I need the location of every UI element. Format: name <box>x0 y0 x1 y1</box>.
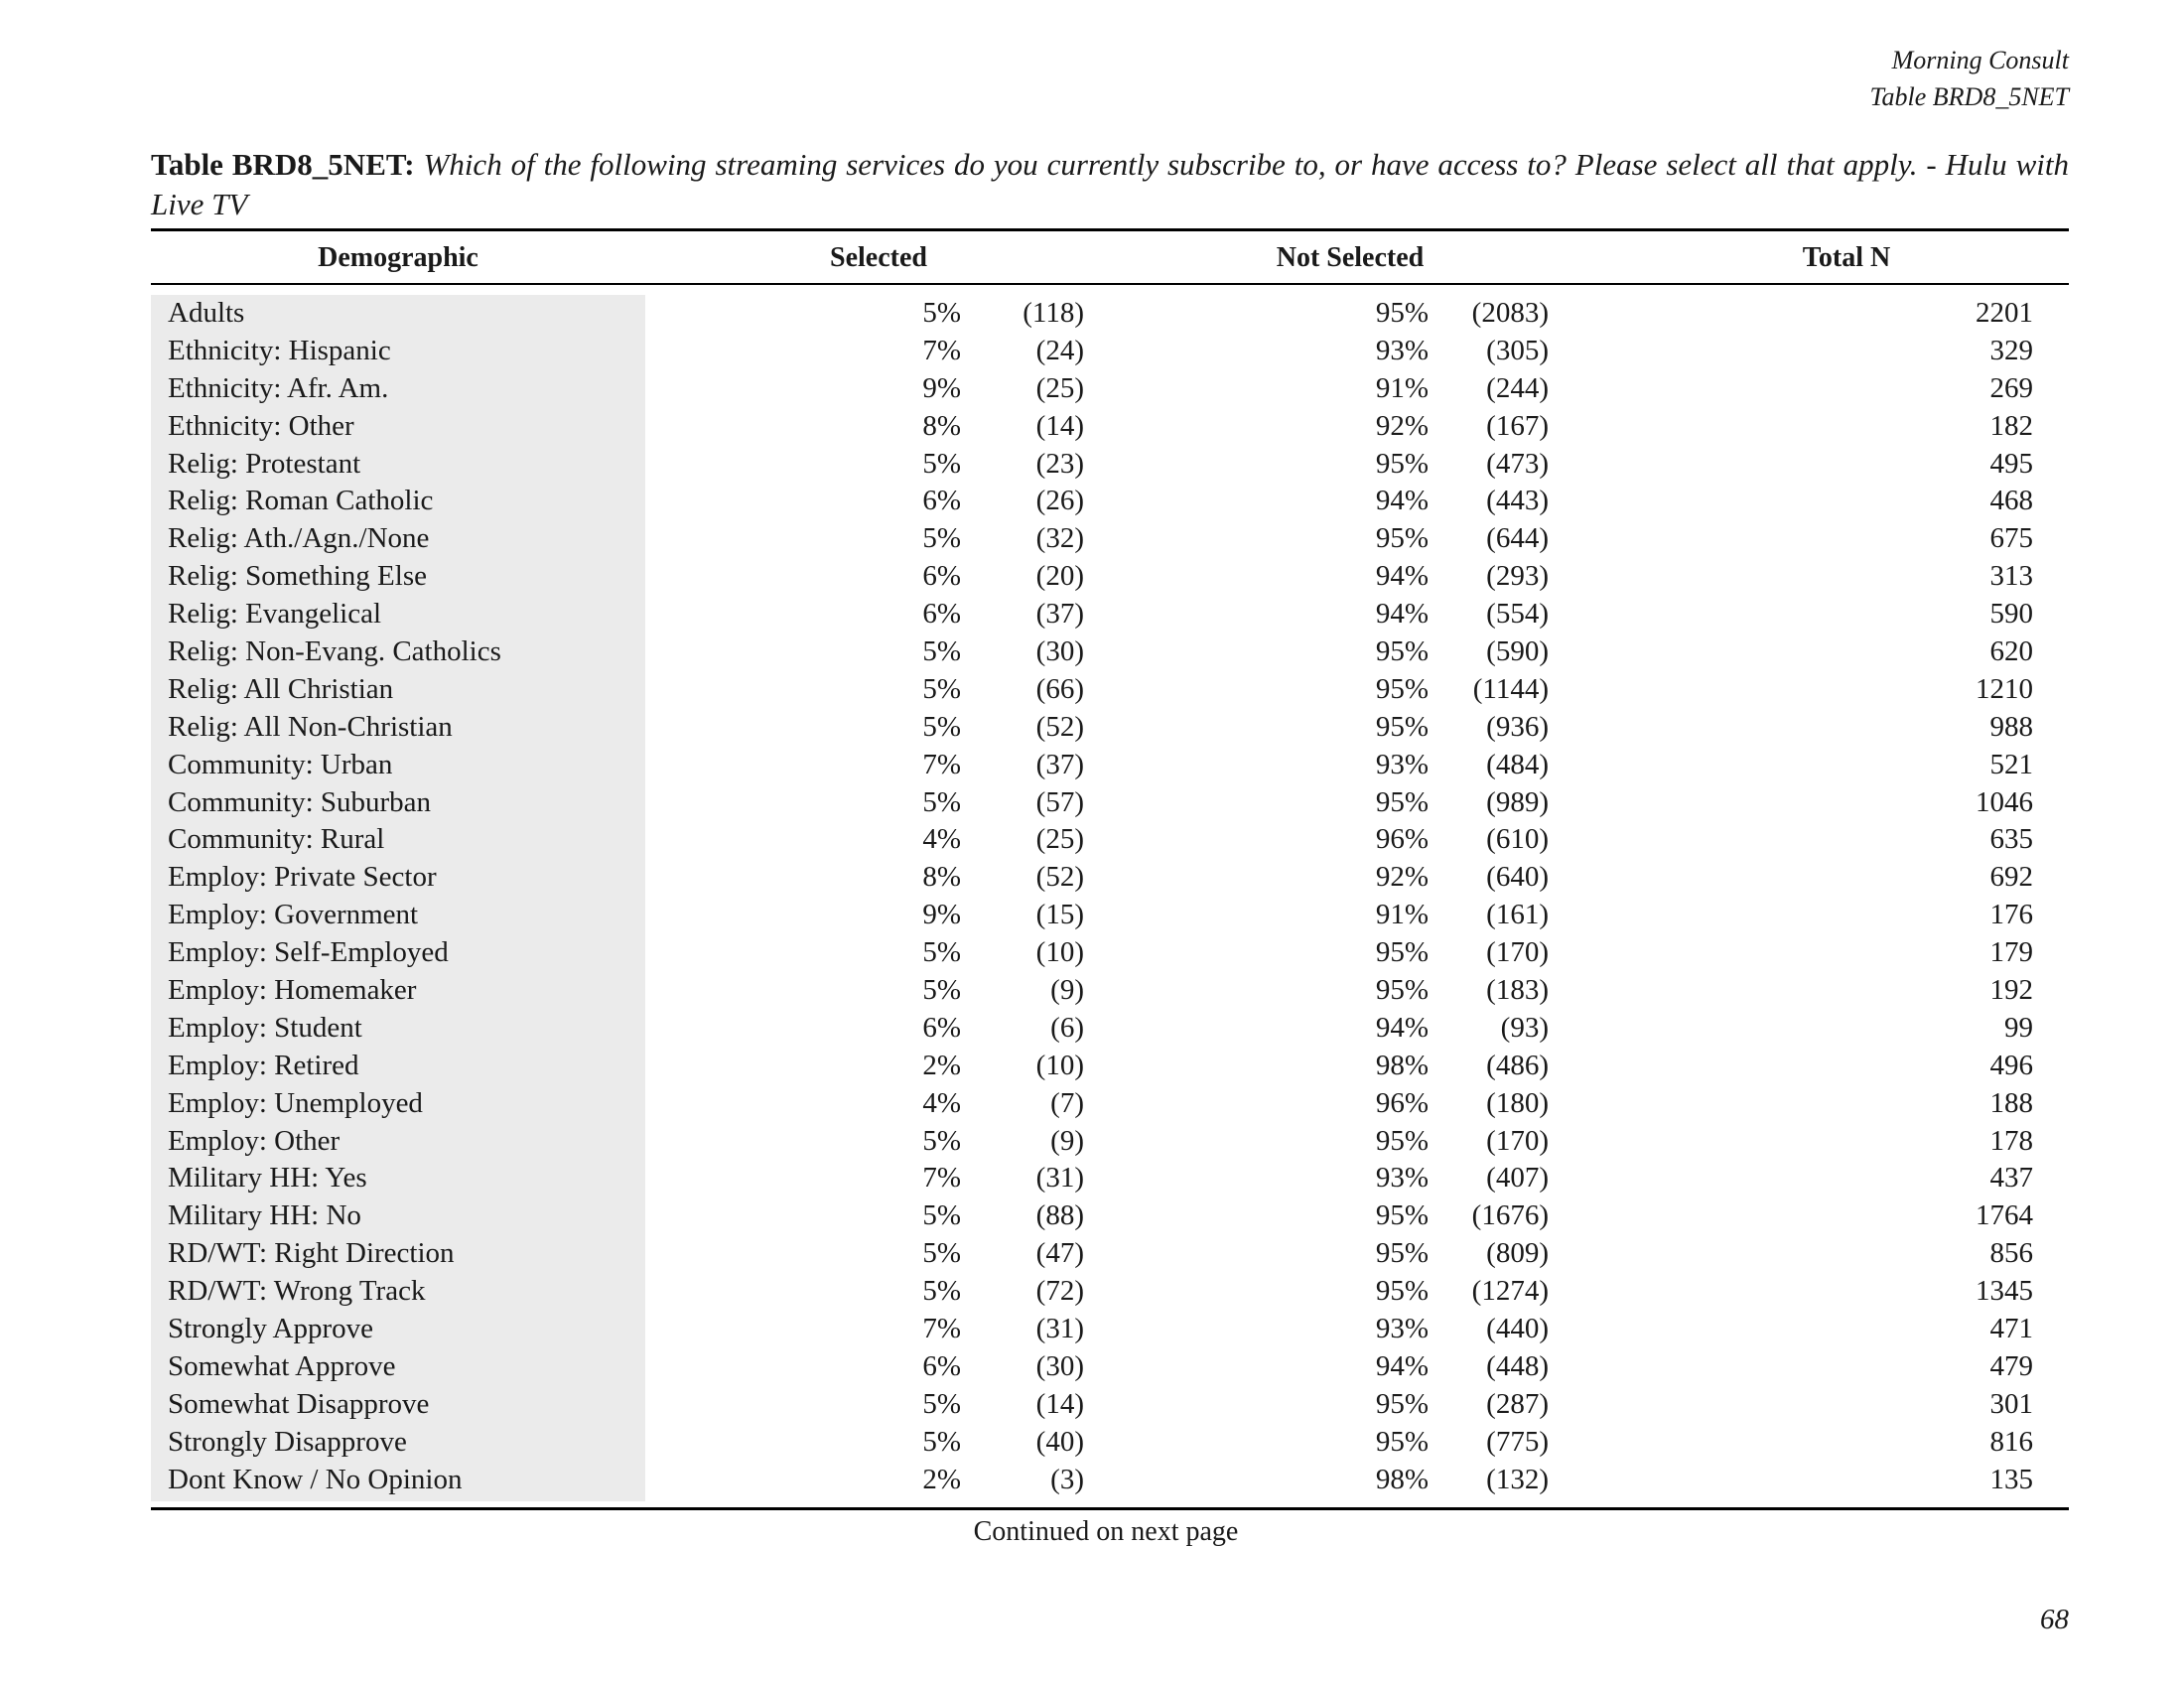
not-selected-percent: 93% <box>1375 748 1429 780</box>
demographic-label: Relig: Something Else <box>168 560 427 593</box>
selected-percent: 5% <box>922 672 961 705</box>
table-top-rule <box>151 228 2069 231</box>
selected-count: (66) <box>1035 672 1084 705</box>
table-row <box>151 1461 2069 1498</box>
not-selected-count: (161) <box>1486 899 1549 931</box>
demographic-label: Ethnicity: Other <box>168 409 354 442</box>
total-n: 329 <box>1989 334 2033 366</box>
demographic-label: Relig: All Christian <box>168 672 394 705</box>
table-row <box>151 708 2069 746</box>
selected-percent: 2% <box>922 1049 961 1081</box>
selected-percent: 5% <box>922 1275 961 1308</box>
not-selected-count: (93) <box>1500 1011 1549 1044</box>
selected-count: (40) <box>1035 1425 1084 1458</box>
selected-percent: 6% <box>922 598 961 631</box>
not-selected-percent: 91% <box>1375 371 1429 404</box>
selected-count: (47) <box>1035 1237 1084 1270</box>
selected-count: (25) <box>1035 371 1084 404</box>
total-n: 496 <box>1989 1049 2033 1081</box>
total-n: 269 <box>1989 371 2033 404</box>
selected-percent: 7% <box>922 1162 961 1195</box>
total-n: 135 <box>1989 1463 2033 1495</box>
selected-percent: 6% <box>922 485 961 517</box>
selected-percent: 4% <box>922 1086 961 1119</box>
demographic-label: Employ: Other <box>168 1124 341 1157</box>
not-selected-percent: 95% <box>1375 1124 1429 1157</box>
not-selected-percent: 93% <box>1375 334 1429 366</box>
total-n: 182 <box>1989 409 2033 442</box>
not-selected-count: (775) <box>1486 1425 1549 1458</box>
table-row <box>151 1084 2069 1122</box>
not-selected-percent: 95% <box>1375 1275 1429 1308</box>
selected-count: (31) <box>1035 1162 1084 1195</box>
selected-count: (52) <box>1035 861 1084 894</box>
table-row <box>151 445 2069 483</box>
total-n: 178 <box>1989 1124 2033 1157</box>
not-selected-percent: 98% <box>1375 1049 1429 1081</box>
total-n: 471 <box>1989 1313 2033 1345</box>
table-row <box>151 858 2069 896</box>
demographic-label: Military HH: No <box>168 1199 361 1232</box>
not-selected-count: (170) <box>1486 1124 1549 1157</box>
table-row <box>151 1196 2069 1234</box>
table-row <box>151 1122 2069 1160</box>
not-selected-percent: 95% <box>1375 672 1429 705</box>
total-n: 192 <box>1989 974 2033 1007</box>
demographic-label: Employ: Government <box>168 899 419 931</box>
table-row <box>151 933 2069 971</box>
total-n: 988 <box>1989 710 2033 743</box>
selected-count: (37) <box>1035 598 1084 631</box>
selected-percent: 9% <box>922 371 961 404</box>
selected-count: (3) <box>1050 1463 1084 1495</box>
selected-percent: 4% <box>922 823 961 856</box>
selected-percent: 7% <box>922 334 961 366</box>
demographic-label: Strongly Disapprove <box>168 1425 407 1458</box>
table-row <box>151 557 2069 595</box>
demographic-label: Employ: Self-Employed <box>168 936 449 969</box>
table-row <box>151 407 2069 445</box>
demographic-label: Somewhat Approve <box>168 1349 396 1382</box>
total-n: 1764 <box>1976 1199 2033 1232</box>
selected-count: (52) <box>1035 710 1084 743</box>
selected-count: (24) <box>1035 334 1084 366</box>
total-n: 479 <box>1989 1349 2033 1382</box>
selected-percent: 5% <box>922 447 961 480</box>
table-row <box>151 1047 2069 1084</box>
selected-count: (10) <box>1035 936 1084 969</box>
not-selected-percent: 94% <box>1375 485 1429 517</box>
table-row <box>151 1009 2069 1047</box>
selected-percent: 5% <box>922 297 961 329</box>
not-selected-count: (989) <box>1486 785 1549 818</box>
selected-count: (25) <box>1035 823 1084 856</box>
not-selected-percent: 93% <box>1375 1313 1429 1345</box>
not-selected-count: (1676) <box>1471 1199 1549 1232</box>
selected-count: (26) <box>1035 485 1084 517</box>
table-row <box>151 1159 2069 1196</box>
not-selected-count: (293) <box>1486 560 1549 593</box>
selected-percent: 7% <box>922 748 961 780</box>
page-header <box>1869 42 2069 115</box>
not-selected-percent: 95% <box>1375 974 1429 1007</box>
selected-count: (9) <box>1050 974 1084 1007</box>
total-n: 816 <box>1989 1425 2033 1458</box>
not-selected-percent: 95% <box>1375 785 1429 818</box>
not-selected-count: (443) <box>1486 485 1549 517</box>
total-n: 635 <box>1989 823 2033 856</box>
selected-count: (30) <box>1035 1349 1084 1382</box>
selected-count: (30) <box>1035 635 1084 668</box>
selected-percent: 5% <box>922 1237 961 1270</box>
selected-count: (9) <box>1050 1124 1084 1157</box>
not-selected-count: (610) <box>1486 823 1549 856</box>
selected-percent: 5% <box>922 1199 961 1232</box>
selected-percent: 5% <box>922 1425 961 1458</box>
table-row <box>151 820 2069 858</box>
selected-percent: 5% <box>922 974 961 1007</box>
not-selected-count: (1144) <box>1472 672 1549 705</box>
total-n: 179 <box>1989 936 2033 969</box>
table-row <box>151 1385 2069 1423</box>
table-row <box>151 971 2069 1009</box>
selected-count: (32) <box>1035 522 1084 555</box>
not-selected-count: (486) <box>1486 1049 1549 1081</box>
total-n: 590 <box>1989 598 2033 631</box>
table-header-rule <box>151 283 2069 285</box>
total-n: 188 <box>1989 1086 2033 1119</box>
selected-count: (118) <box>1023 297 1084 329</box>
selected-count: (72) <box>1035 1275 1084 1308</box>
not-selected-count: (1274) <box>1471 1275 1549 1308</box>
table-row <box>151 1310 2069 1347</box>
demographic-label: RD/WT: Right Direction <box>168 1237 455 1270</box>
demographic-label: Ethnicity: Hispanic <box>168 334 391 366</box>
not-selected-percent: 95% <box>1375 522 1429 555</box>
selected-percent: 5% <box>922 936 961 969</box>
selected-count: (10) <box>1035 1049 1084 1081</box>
demographic-label: Employ: Homemaker <box>168 974 417 1007</box>
not-selected-percent: 94% <box>1375 1011 1429 1044</box>
selected-percent: 5% <box>922 522 961 555</box>
not-selected-percent: 95% <box>1375 936 1429 969</box>
selected-percent: 9% <box>922 899 961 931</box>
column-header-demographic: Demographic <box>318 242 478 273</box>
demographic-label: Employ: Private Sector <box>168 861 437 894</box>
not-selected-percent: 96% <box>1375 1086 1429 1119</box>
table-row <box>151 783 2069 821</box>
not-selected-percent: 96% <box>1375 823 1429 856</box>
selected-count: (57) <box>1035 785 1084 818</box>
selected-count: (14) <box>1035 1387 1084 1420</box>
selected-count: (31) <box>1035 1313 1084 1345</box>
selected-count: (15) <box>1035 899 1084 931</box>
column-header-total-n: Total N <box>1802 242 1891 273</box>
demographic-label: Relig: All Non-Christian <box>168 710 453 743</box>
total-n: 176 <box>1989 899 2033 931</box>
demographic-label: Dont Know / No Opinion <box>168 1463 463 1495</box>
table-row <box>151 1234 2069 1272</box>
column-header-selected: Selected <box>830 242 927 273</box>
selected-percent: 6% <box>922 560 961 593</box>
demographic-label: Somewhat Disapprove <box>168 1387 430 1420</box>
total-n: 2201 <box>1976 297 2033 329</box>
table-question: Which of the following streaming services do you currently subscribe to, or have access to? Please select all that apply. - Hulu with Live TV <box>151 147 2069 221</box>
not-selected-count: (640) <box>1486 861 1549 894</box>
selected-percent: 6% <box>922 1011 961 1044</box>
selected-count: (14) <box>1035 409 1084 442</box>
selected-percent: 5% <box>922 710 961 743</box>
table-row <box>151 1347 2069 1385</box>
not-selected-percent: 95% <box>1375 1199 1429 1232</box>
table-reference: Table BRD8_5NET <box>1869 82 2069 111</box>
table-row <box>151 896 2069 933</box>
selected-percent: 5% <box>922 635 961 668</box>
not-selected-count: (484) <box>1486 748 1549 780</box>
table-title <box>151 145 2069 224</box>
total-n: 1345 <box>1976 1275 2033 1308</box>
selected-count: (6) <box>1050 1011 1084 1044</box>
page-number: 68 <box>2040 1604 2069 1635</box>
total-n: 1210 <box>1976 672 2033 705</box>
not-selected-count: (936) <box>1486 710 1549 743</box>
not-selected-count: (180) <box>1486 1086 1549 1119</box>
not-selected-count: (590) <box>1486 635 1549 668</box>
demographic-label: Community: Suburban <box>168 785 432 818</box>
total-n: 856 <box>1989 1237 2033 1270</box>
total-n: 468 <box>1989 485 2033 517</box>
table-row <box>151 633 2069 670</box>
not-selected-count: (809) <box>1486 1237 1549 1270</box>
not-selected-count: (305) <box>1486 334 1549 366</box>
demographic-label: Relig: Evangelical <box>168 598 382 631</box>
table-bottom-rule <box>151 1507 2069 1510</box>
demographic-label: Employ: Retired <box>168 1049 359 1081</box>
selected-percent: 8% <box>922 409 961 442</box>
total-n: 99 <box>2004 1011 2033 1044</box>
table-row <box>151 1423 2069 1461</box>
table-body <box>151 294 2069 1498</box>
not-selected-percent: 94% <box>1375 560 1429 593</box>
table-title-label: Table BRD8_5NET: <box>151 147 415 182</box>
total-n: 495 <box>1989 447 2033 480</box>
not-selected-count: (448) <box>1486 1349 1549 1382</box>
table-row <box>151 595 2069 633</box>
not-selected-count: (440) <box>1486 1313 1549 1345</box>
not-selected-percent: 91% <box>1375 899 1429 931</box>
not-selected-percent: 95% <box>1375 1387 1429 1420</box>
not-selected-percent: 92% <box>1375 409 1429 442</box>
not-selected-count: (644) <box>1486 522 1549 555</box>
column-header-not-selected: Not Selected <box>1276 242 1425 273</box>
not-selected-count: (407) <box>1486 1162 1549 1195</box>
demographic-label: Strongly Approve <box>168 1313 374 1345</box>
demographic-label: Ethnicity: Afr. Am. <box>168 371 389 404</box>
total-n: 675 <box>1989 522 2033 555</box>
selected-percent: 8% <box>922 861 961 894</box>
selected-percent: 2% <box>922 1463 961 1495</box>
total-n: 1046 <box>1976 785 2033 818</box>
not-selected-count: (287) <box>1486 1387 1549 1420</box>
demographic-label: Employ: Unemployed <box>168 1086 423 1119</box>
not-selected-percent: 95% <box>1375 297 1429 329</box>
selected-count: (23) <box>1035 447 1084 480</box>
not-selected-percent: 95% <box>1375 447 1429 480</box>
table-row <box>151 294 2069 332</box>
demographic-label: Community: Urban <box>168 748 393 780</box>
total-n: 301 <box>1989 1387 2033 1420</box>
selected-count: (88) <box>1035 1199 1084 1232</box>
not-selected-percent: 95% <box>1375 1237 1429 1270</box>
table-row <box>151 519 2069 557</box>
not-selected-percent: 95% <box>1375 1425 1429 1458</box>
demographic-label: Employ: Student <box>168 1011 362 1044</box>
total-n: 521 <box>1989 748 2033 780</box>
selected-percent: 6% <box>922 1349 961 1382</box>
table-row <box>151 369 2069 407</box>
demographic-label: Relig: Non-Evang. Catholics <box>168 635 501 668</box>
selected-count: (37) <box>1035 748 1084 780</box>
demographic-label: Community: Rural <box>168 823 385 856</box>
not-selected-percent: 94% <box>1375 598 1429 631</box>
not-selected-count: (167) <box>1486 409 1549 442</box>
not-selected-percent: 93% <box>1375 1162 1429 1195</box>
total-n: 437 <box>1989 1162 2033 1195</box>
not-selected-percent: 92% <box>1375 861 1429 894</box>
total-n: 313 <box>1989 560 2033 593</box>
not-selected-percent: 95% <box>1375 710 1429 743</box>
demographic-label: Adults <box>168 297 245 329</box>
selected-percent: 5% <box>922 1124 961 1157</box>
not-selected-percent: 95% <box>1375 635 1429 668</box>
continued-note: Continued on next page <box>973 1516 1239 1547</box>
selected-count: (7) <box>1050 1086 1084 1119</box>
demographic-label: Relig: Roman Catholic <box>168 485 434 517</box>
selected-percent: 5% <box>922 1387 961 1420</box>
selected-percent: 7% <box>922 1313 961 1345</box>
table-row <box>151 670 2069 708</box>
not-selected-count: (132) <box>1486 1463 1549 1495</box>
selected-percent: 5% <box>922 785 961 818</box>
selected-count: (20) <box>1035 560 1084 593</box>
demographic-label: Relig: Protestant <box>168 447 361 480</box>
demographic-label: RD/WT: Wrong Track <box>168 1275 426 1308</box>
total-n: 692 <box>1989 861 2033 894</box>
publisher-name: Morning Consult <box>1891 46 2069 74</box>
not-selected-count: (2083) <box>1471 297 1549 329</box>
not-selected-count: (170) <box>1486 936 1549 969</box>
demographic-label: Relig: Ath./Agn./None <box>168 522 430 555</box>
not-selected-count: (244) <box>1486 371 1549 404</box>
not-selected-count: (554) <box>1486 598 1549 631</box>
total-n: 620 <box>1989 635 2033 668</box>
table-row <box>151 746 2069 783</box>
table-row <box>151 482 2069 519</box>
not-selected-count: (183) <box>1486 974 1549 1007</box>
not-selected-count: (473) <box>1486 447 1549 480</box>
table-row <box>151 332 2069 369</box>
demographic-label: Military HH: Yes <box>168 1162 367 1195</box>
table-row <box>151 1272 2069 1310</box>
not-selected-percent: 98% <box>1375 1463 1429 1495</box>
not-selected-percent: 94% <box>1375 1349 1429 1382</box>
